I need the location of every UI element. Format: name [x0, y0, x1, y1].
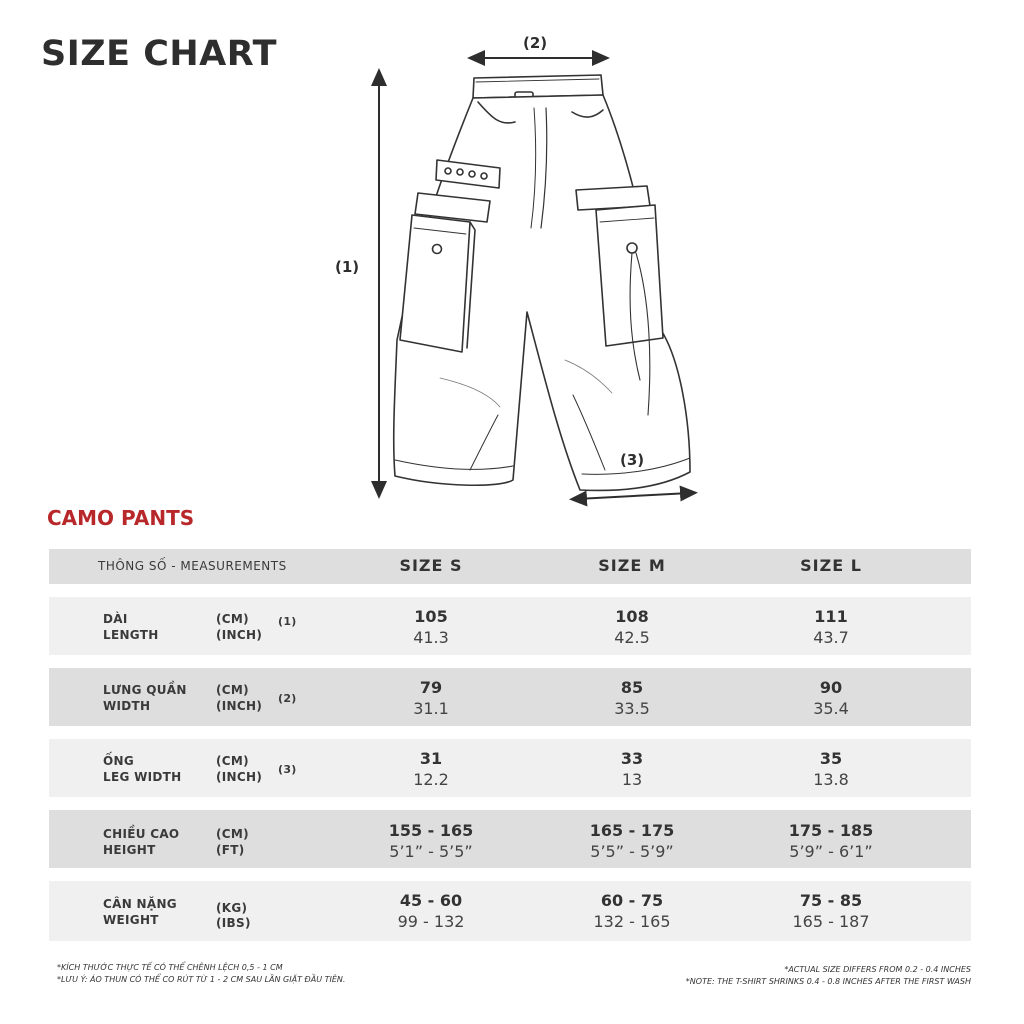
cell-value-secondary: 35.4	[813, 699, 849, 718]
length-marker: (1)	[335, 258, 360, 276]
cell-size-l	[741, 607, 921, 649]
cell-value-secondary: 41.3	[413, 628, 449, 647]
row-unit-secondary: (INCH)	[216, 699, 263, 713]
header-size-m: SIZE M	[598, 556, 666, 575]
page-title: SIZE CHART	[41, 34, 278, 74]
cell-value-primary: 35	[819, 749, 843, 768]
footnote-text: *NOTE: THE T-SHIRT SHRINKS 0.4 - 0.8 INCHES AFTER THE FIRST WASH	[685, 977, 971, 986]
cell-value-secondary: 33.5	[614, 699, 650, 718]
cell-size-l	[741, 821, 921, 863]
cell-value-primary: 60 - 75	[600, 891, 664, 910]
cell-size-l	[741, 678, 921, 720]
header-size-s: SIZE S	[399, 556, 463, 575]
cell-size-m	[542, 678, 722, 720]
row-label-vi: CHIỀU CAO	[103, 827, 180, 841]
row-label-en: WEIGHT	[103, 913, 159, 927]
cell-size-l	[741, 749, 921, 791]
cell-value-primary: 45 - 60	[399, 891, 463, 910]
row-diagram-ref: (2)	[278, 692, 297, 705]
pants-illustration	[330, 30, 720, 510]
cell-size-l	[741, 891, 921, 933]
cell-value-secondary: 132 - 165	[593, 912, 671, 931]
cell-value-primary: 108	[615, 607, 649, 626]
cell-value-secondary: 5’9” - 6’1”	[789, 842, 873, 861]
row-diagram-ref: (1)	[278, 615, 297, 628]
row-unit-primary: (CM)	[216, 612, 249, 626]
cell-value-secondary: 43.7	[813, 628, 849, 647]
cell-value-secondary: 5’5” - 5’9”	[590, 842, 674, 861]
table-row	[49, 668, 971, 726]
footnotes-english	[686, 964, 971, 988]
cell-size-s	[341, 678, 521, 720]
cell-size-s	[341, 749, 521, 791]
table-row	[49, 739, 971, 797]
cell-value-primary: 75 - 85	[799, 891, 863, 910]
footnote-text: *LƯU Ý: ÁO THUN CÓ THỂ CO RÚT TỪ 1 - 2 CM SAU LẦN GIẶT ĐẦU TIÊN.	[57, 975, 346, 984]
cell-size-s	[341, 891, 521, 933]
table-row	[49, 810, 971, 868]
row-label-en: LENGTH	[103, 628, 159, 642]
cell-value-primary: 175 - 185	[788, 821, 874, 840]
cell-value-primary: 111	[814, 607, 848, 626]
cell-size-s	[341, 607, 521, 649]
row-label-en: HEIGHT	[103, 843, 156, 857]
footnotes-vietnamese	[57, 962, 345, 986]
cell-size-m	[542, 749, 722, 791]
header-measurements: THÔNG SỐ - MEASUREMENTS	[98, 559, 287, 573]
header-size-l: SIZE L	[800, 556, 862, 575]
leg-opening-arrow	[577, 493, 690, 499]
row-label-vi: DÀI	[103, 612, 128, 626]
cell-value-secondary: 12.2	[413, 770, 449, 789]
row-unit-secondary: (FT)	[216, 843, 245, 857]
row-unit-primary: (CM)	[216, 683, 249, 697]
cell-value-primary: 85	[620, 678, 644, 697]
waist-marker: (2)	[523, 34, 548, 52]
cell-value-secondary: 13.8	[813, 770, 849, 789]
cell-value-primary: 79	[419, 678, 443, 697]
row-label-vi: ỐNG	[103, 754, 134, 768]
cell-value-primary: 33	[620, 749, 644, 768]
row-label-en: WIDTH	[103, 699, 151, 713]
cell-value-secondary: 31.1	[413, 699, 449, 718]
cell-value-secondary: 5’1” - 5’5”	[389, 842, 473, 861]
row-unit-secondary: (IBS)	[216, 916, 251, 930]
row-diagram-ref: (3)	[278, 763, 297, 776]
row-unit-primary: (CM)	[216, 754, 249, 768]
cell-size-m	[542, 607, 722, 649]
cell-value-primary: 90	[819, 678, 843, 697]
table-row	[49, 881, 971, 941]
cell-value-secondary: 99 - 132	[397, 912, 465, 931]
cell-size-m	[542, 821, 722, 863]
footnote-text: *KÍCH THƯỚC THỰC TẾ CÓ THỂ CHÊNH LỆCH 0,5 - 1 CM	[57, 963, 283, 972]
row-label-en: LEG WIDTH	[103, 770, 182, 784]
row-label-vi: CÂN NẶNG	[103, 897, 177, 911]
row-unit-primary: (CM)	[216, 827, 249, 841]
cell-size-m	[542, 891, 722, 933]
footnote-text: *ACTUAL SIZE DIFFERS FROM 0.2 - 0.4 INCHES	[784, 965, 971, 974]
cell-value-primary: 31	[419, 749, 443, 768]
cell-value-secondary: 165 - 187	[792, 912, 870, 931]
leg-marker: (3)	[620, 451, 645, 469]
cell-size-s	[341, 821, 521, 863]
product-name: CAMO PANTS	[47, 506, 195, 530]
cell-value-secondary: 42.5	[614, 628, 650, 647]
row-unit-primary: (KG)	[216, 901, 248, 915]
row-label-vi: LƯNG QUẦN	[103, 683, 187, 697]
cell-value-primary: 155 - 165	[388, 821, 474, 840]
row-unit-secondary: (INCH)	[216, 628, 263, 642]
cell-value-primary: 165 - 175	[589, 821, 675, 840]
cell-value-primary: 105	[414, 607, 448, 626]
table-header	[49, 549, 971, 584]
cell-value-secondary: 13	[621, 770, 643, 789]
pants-drawing	[394, 75, 690, 490]
row-unit-secondary: (INCH)	[216, 770, 263, 784]
table-row	[49, 597, 971, 655]
